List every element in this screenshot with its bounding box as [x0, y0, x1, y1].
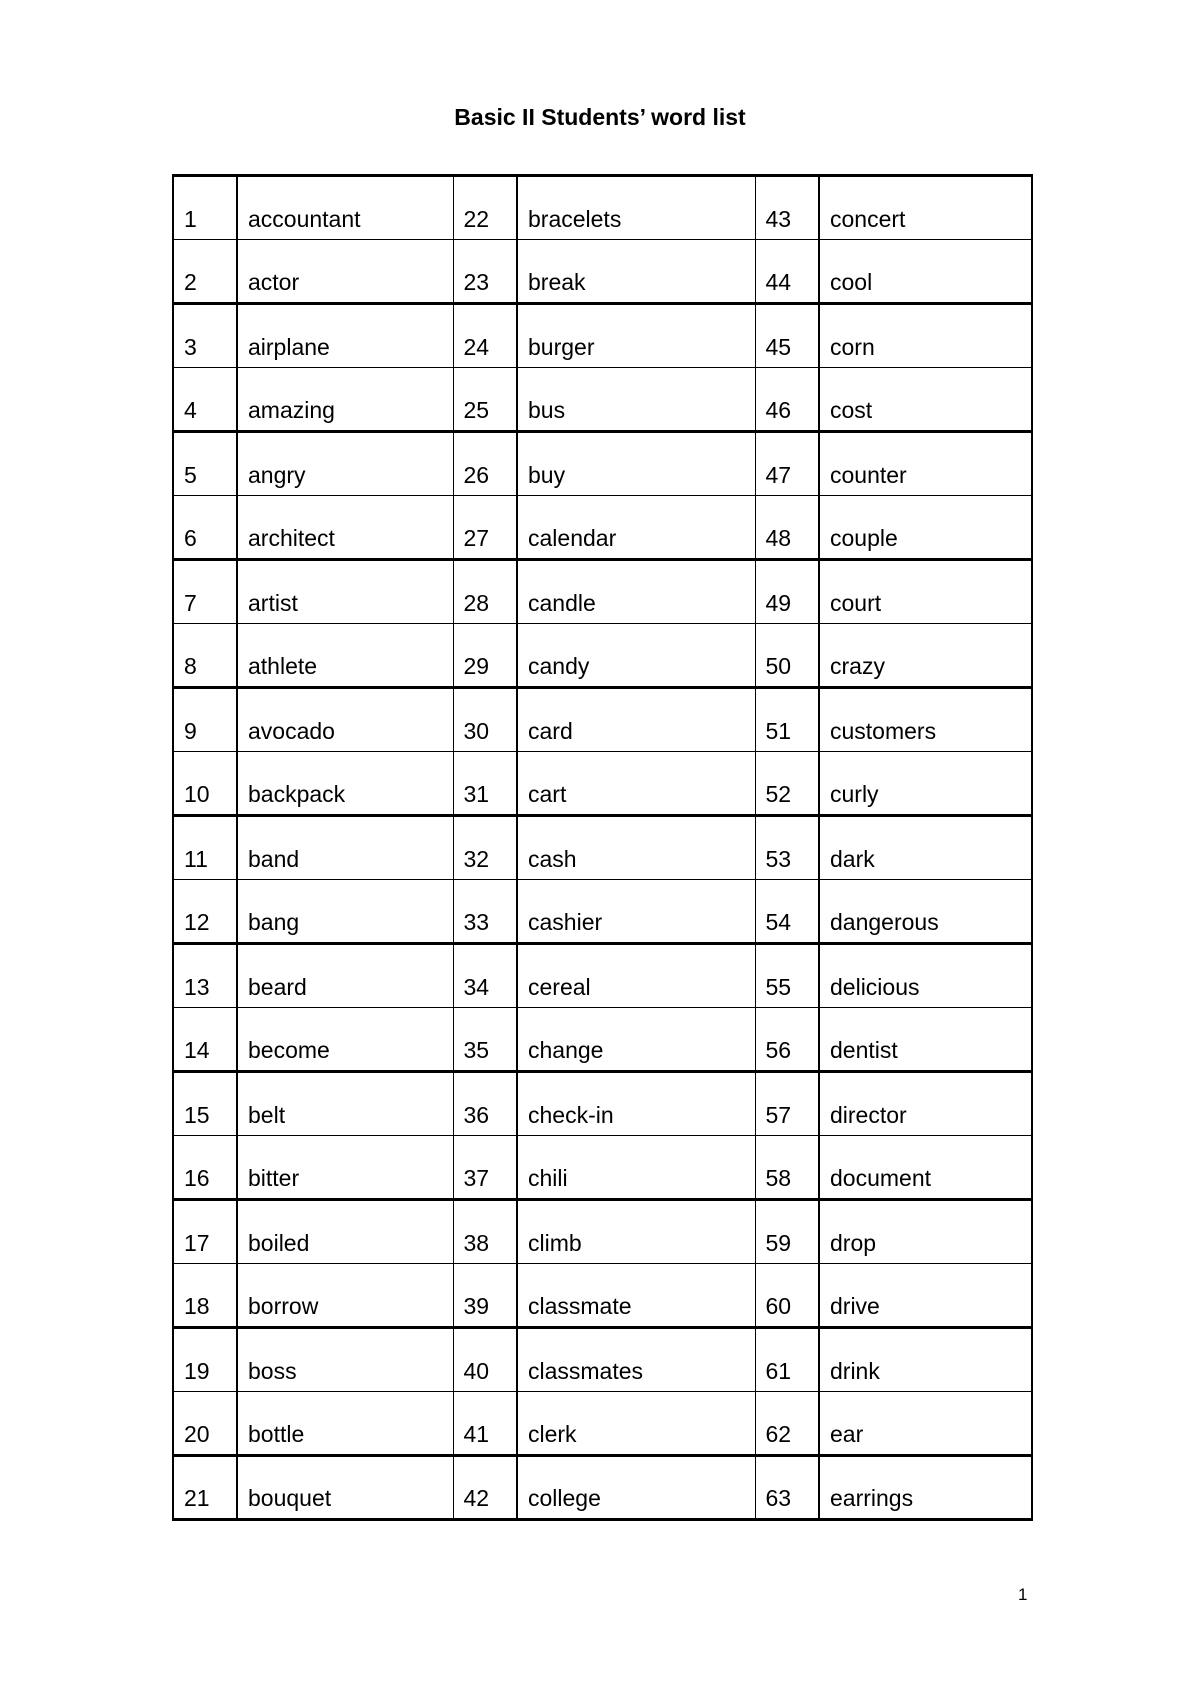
word-cell: counter	[819, 432, 1032, 496]
word-number: 28	[453, 560, 517, 624]
word-number: 19	[173, 1328, 237, 1392]
word-number: 48	[755, 496, 819, 560]
word-cell: document	[819, 1136, 1032, 1200]
word-number: 58	[755, 1136, 819, 1200]
word-number: 17	[173, 1200, 237, 1264]
word-number: 40	[453, 1328, 517, 1392]
word-cell: angry	[237, 432, 453, 496]
word-cell: airplane	[237, 304, 453, 368]
word-number: 60	[755, 1264, 819, 1328]
word-number: 50	[755, 624, 819, 688]
word-number: 12	[173, 880, 237, 944]
table-row	[173, 240, 1032, 304]
word-cell: dark	[819, 816, 1032, 880]
table-row	[173, 1456, 1032, 1520]
word-number: 25	[453, 368, 517, 432]
word-cell: cool	[819, 240, 1032, 304]
word-cell: cart	[517, 752, 755, 816]
word-number: 26	[453, 432, 517, 496]
word-number: 13	[173, 944, 237, 1008]
word-number: 35	[453, 1008, 517, 1072]
word-cell: buy	[517, 432, 755, 496]
word-cell: architect	[237, 496, 453, 560]
word-number: 41	[453, 1392, 517, 1456]
word-cell: belt	[237, 1072, 453, 1136]
word-cell: bus	[517, 368, 755, 432]
table-row	[173, 816, 1032, 880]
word-number: 15	[173, 1072, 237, 1136]
word-cell: chili	[517, 1136, 755, 1200]
word-cell: college	[517, 1456, 755, 1520]
table-row	[173, 1328, 1032, 1392]
word-cell: cost	[819, 368, 1032, 432]
word-cell: customers	[819, 688, 1032, 752]
table-row	[173, 1200, 1032, 1264]
word-list-body	[173, 176, 1032, 1520]
word-number: 31	[453, 752, 517, 816]
word-cell: bracelets	[517, 176, 755, 240]
table-row	[173, 1008, 1032, 1072]
word-cell: bitter	[237, 1136, 453, 1200]
word-number: 45	[755, 304, 819, 368]
word-cell: curly	[819, 752, 1032, 816]
word-cell: ear	[819, 1392, 1032, 1456]
word-number: 46	[755, 368, 819, 432]
word-cell: dangerous	[819, 880, 1032, 944]
word-cell: actor	[237, 240, 453, 304]
word-number: 47	[755, 432, 819, 496]
word-cell: card	[517, 688, 755, 752]
word-number: 52	[755, 752, 819, 816]
word-cell: court	[819, 560, 1032, 624]
word-cell: earrings	[819, 1456, 1032, 1520]
word-cell: backpack	[237, 752, 453, 816]
word-cell: drop	[819, 1200, 1032, 1264]
word-number: 39	[453, 1264, 517, 1328]
table-row	[173, 1072, 1032, 1136]
word-cell: band	[237, 816, 453, 880]
word-number: 53	[755, 816, 819, 880]
word-number: 55	[755, 944, 819, 1008]
word-number: 44	[755, 240, 819, 304]
table-row	[173, 688, 1032, 752]
table-row	[173, 624, 1032, 688]
word-cell: climb	[517, 1200, 755, 1264]
word-cell: boiled	[237, 1200, 453, 1264]
word-number: 5	[173, 432, 237, 496]
word-cell: burger	[517, 304, 755, 368]
word-number: 59	[755, 1200, 819, 1264]
word-number: 1	[173, 176, 237, 240]
word-number: 62	[755, 1392, 819, 1456]
word-number: 51	[755, 688, 819, 752]
word-number: 8	[173, 624, 237, 688]
word-cell: amazing	[237, 368, 453, 432]
word-number: 56	[755, 1008, 819, 1072]
word-cell: crazy	[819, 624, 1032, 688]
word-cell: become	[237, 1008, 453, 1072]
word-number: 32	[453, 816, 517, 880]
word-number: 14	[173, 1008, 237, 1072]
word-number: 22	[453, 176, 517, 240]
word-cell: candle	[517, 560, 755, 624]
word-number: 4	[173, 368, 237, 432]
table-row	[173, 560, 1032, 624]
table-row	[173, 368, 1032, 432]
word-cell: bang	[237, 880, 453, 944]
word-cell: candy	[517, 624, 755, 688]
word-number: 7	[173, 560, 237, 624]
table-row	[173, 496, 1032, 560]
word-cell: break	[517, 240, 755, 304]
table-row	[173, 304, 1032, 368]
word-cell: drive	[819, 1264, 1032, 1328]
word-number: 23	[453, 240, 517, 304]
table-row	[173, 1264, 1032, 1328]
word-cell: check-in	[517, 1072, 755, 1136]
word-cell: avocado	[237, 688, 453, 752]
word-cell: borrow	[237, 1264, 453, 1328]
word-cell: director	[819, 1072, 1032, 1136]
word-number: 24	[453, 304, 517, 368]
word-cell: artist	[237, 560, 453, 624]
word-number: 11	[173, 816, 237, 880]
word-cell: couple	[819, 496, 1032, 560]
word-number: 16	[173, 1136, 237, 1200]
word-cell: classmates	[517, 1328, 755, 1392]
word-cell: athlete	[237, 624, 453, 688]
word-number: 57	[755, 1072, 819, 1136]
word-cell: change	[517, 1008, 755, 1072]
word-cell: beard	[237, 944, 453, 1008]
word-number: 34	[453, 944, 517, 1008]
word-number: 21	[173, 1456, 237, 1520]
word-number: 30	[453, 688, 517, 752]
word-number: 9	[173, 688, 237, 752]
table-row	[173, 1136, 1032, 1200]
word-number: 33	[453, 880, 517, 944]
word-cell: classmate	[517, 1264, 755, 1328]
word-cell: bouquet	[237, 1456, 453, 1520]
word-cell: bottle	[237, 1392, 453, 1456]
word-number: 43	[755, 176, 819, 240]
word-number: 18	[173, 1264, 237, 1328]
table-row	[173, 432, 1032, 496]
word-number: 36	[453, 1072, 517, 1136]
word-cell: cashier	[517, 880, 755, 944]
word-list-table	[172, 174, 1033, 1521]
word-cell: delicious	[819, 944, 1032, 1008]
word-number: 54	[755, 880, 819, 944]
word-cell: cash	[517, 816, 755, 880]
table-row	[173, 880, 1032, 944]
word-cell: drink	[819, 1328, 1032, 1392]
table-row	[173, 944, 1032, 1008]
word-number: 6	[173, 496, 237, 560]
word-cell: accountant	[237, 176, 453, 240]
word-number: 2	[173, 240, 237, 304]
word-number: 49	[755, 560, 819, 624]
word-cell: clerk	[517, 1392, 755, 1456]
word-number: 61	[755, 1328, 819, 1392]
word-number: 10	[173, 752, 237, 816]
word-number: 42	[453, 1456, 517, 1520]
word-number: 29	[453, 624, 517, 688]
word-number: 63	[755, 1456, 819, 1520]
table-row	[173, 1392, 1032, 1456]
word-number: 20	[173, 1392, 237, 1456]
word-cell: boss	[237, 1328, 453, 1392]
word-cell: cereal	[517, 944, 755, 1008]
word-cell: corn	[819, 304, 1032, 368]
page-number: 1	[1018, 1585, 1028, 1604]
document-title: Basic II Students’ word list	[454, 104, 746, 130]
table-row	[173, 176, 1032, 240]
word-cell: dentist	[819, 1008, 1032, 1072]
table-row	[173, 752, 1032, 816]
word-number: 38	[453, 1200, 517, 1264]
word-number: 3	[173, 304, 237, 368]
word-cell: concert	[819, 176, 1032, 240]
word-cell: calendar	[517, 496, 755, 560]
word-number: 27	[453, 496, 517, 560]
word-number: 37	[453, 1136, 517, 1200]
